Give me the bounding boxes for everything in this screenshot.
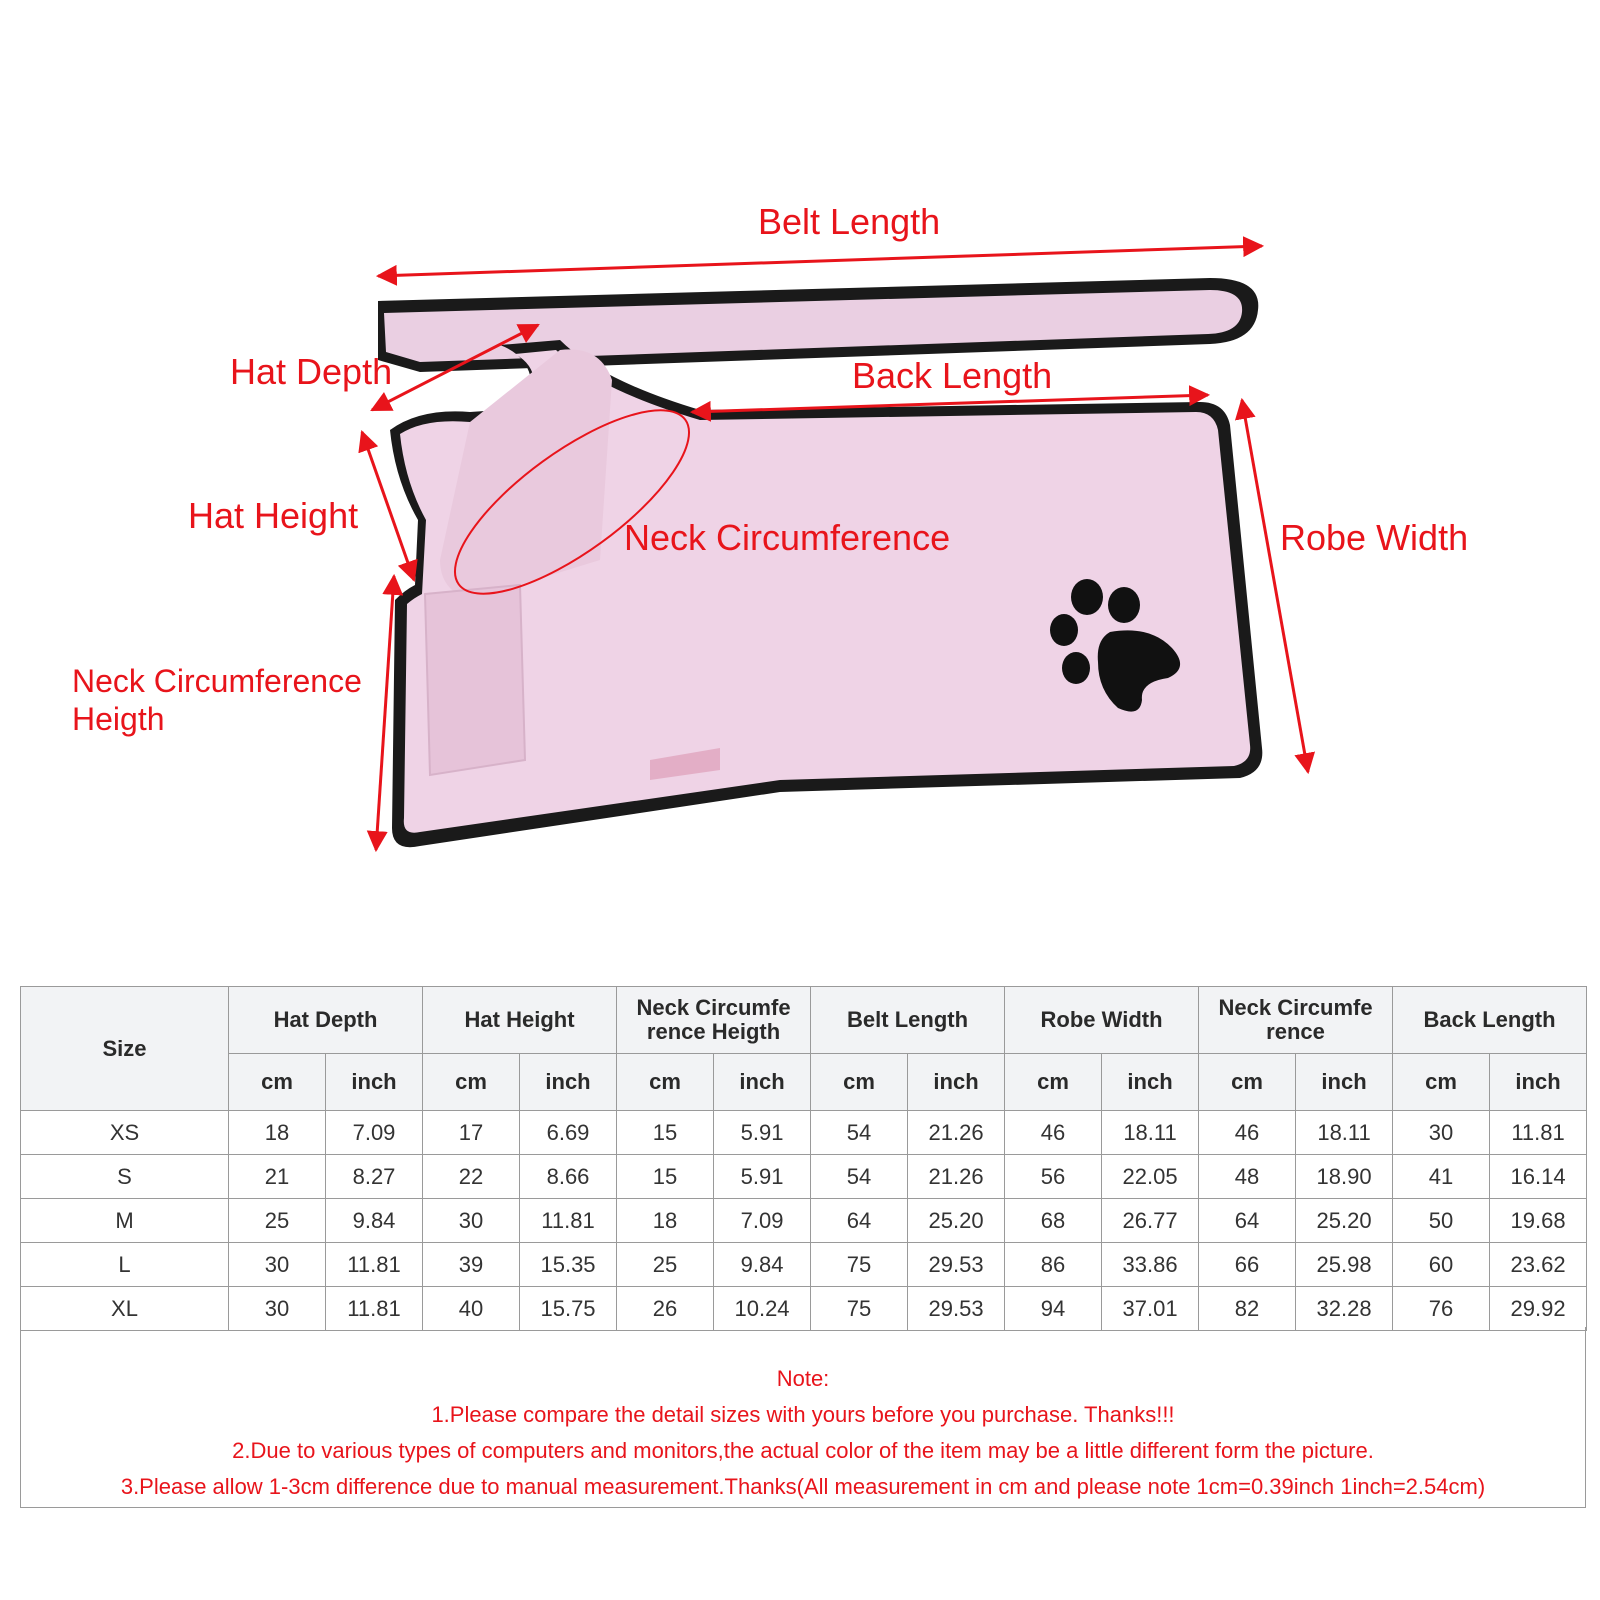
table-row xyxy=(21,1287,1587,1331)
cm-value-cell: 30 xyxy=(229,1243,326,1287)
size-chart-table xyxy=(20,986,1587,1331)
table-row xyxy=(21,1111,1587,1155)
inch-value-cell: 25.20 xyxy=(1296,1199,1393,1243)
cm-value-cell: 64 xyxy=(1199,1199,1296,1243)
size-cell: L xyxy=(21,1243,229,1287)
cm-value-cell: 18 xyxy=(617,1199,714,1243)
unit-cm: cm xyxy=(229,1054,326,1111)
header-line: Neck Circumfe xyxy=(636,995,791,1020)
unit-cm: cm xyxy=(423,1054,520,1111)
hat-depth-header: Hat Depth xyxy=(229,987,423,1054)
header-line: rence xyxy=(1266,1019,1325,1044)
size-column-header: Size xyxy=(21,987,229,1111)
inch-value-cell: 29.53 xyxy=(908,1243,1005,1287)
inch-value-cell: 19.68 xyxy=(1490,1199,1587,1243)
cm-value-cell: 41 xyxy=(1393,1155,1490,1199)
note-line-2: 2.Due to various types of computers and monitors,the actual color of the item may be a little different form the picture. xyxy=(232,1438,1374,1463)
cm-value-cell: 54 xyxy=(811,1111,908,1155)
cm-value-cell: 25 xyxy=(617,1243,714,1287)
inch-value-cell: 7.09 xyxy=(714,1199,811,1243)
belt-length-label: Belt Length xyxy=(758,201,941,242)
inch-value-cell: 11.81 xyxy=(326,1287,423,1331)
inch-value-cell: 16.14 xyxy=(1490,1155,1587,1199)
header-line: Neck Circumfe xyxy=(1218,995,1373,1020)
cm-value-cell: 94 xyxy=(1005,1287,1102,1331)
unit-inch: inch xyxy=(1102,1054,1199,1111)
note-line-1: 1.Please compare the detail sizes with yours before you purchase. Thanks!!! xyxy=(431,1402,1175,1427)
inch-value-cell: 5.91 xyxy=(714,1111,811,1155)
inch-value-cell: 11.81 xyxy=(326,1243,423,1287)
cm-value-cell: 66 xyxy=(1199,1243,1296,1287)
unit-inch: inch xyxy=(520,1054,617,1111)
cm-value-cell: 68 xyxy=(1005,1199,1102,1243)
cm-value-cell: 21 xyxy=(229,1155,326,1199)
inch-value-cell: 33.86 xyxy=(1102,1243,1199,1287)
cm-value-cell: 46 xyxy=(1005,1111,1102,1155)
cm-value-cell: 50 xyxy=(1393,1199,1490,1243)
cm-value-cell: 48 xyxy=(1199,1155,1296,1199)
table-row xyxy=(21,1199,1587,1243)
inch-value-cell: 23.62 xyxy=(1490,1243,1587,1287)
unit-inch: inch xyxy=(1296,1054,1393,1111)
inch-value-cell: 25.98 xyxy=(1296,1243,1393,1287)
neck-circumference-heigth-header xyxy=(617,987,811,1054)
size-cell: XS xyxy=(21,1111,229,1155)
inch-value-cell: 21.26 xyxy=(908,1155,1005,1199)
inch-value-cell: 6.69 xyxy=(520,1111,617,1155)
hat-depth-label: Hat Depth xyxy=(230,351,393,392)
inch-value-cell: 18.90 xyxy=(1296,1155,1393,1199)
inch-value-cell: 29.92 xyxy=(1490,1287,1587,1331)
cm-value-cell: 22 xyxy=(423,1155,520,1199)
table-body xyxy=(21,1111,1587,1331)
cm-value-cell: 15 xyxy=(617,1155,714,1199)
cm-value-cell: 30 xyxy=(423,1199,520,1243)
inch-value-cell: 25.20 xyxy=(908,1199,1005,1243)
inch-value-cell: 7.09 xyxy=(326,1111,423,1155)
cm-value-cell: 64 xyxy=(811,1199,908,1243)
cm-value-cell: 86 xyxy=(1005,1243,1102,1287)
cm-value-cell: 30 xyxy=(1393,1111,1490,1155)
table-row xyxy=(21,1243,1587,1287)
unit-cm: cm xyxy=(617,1054,714,1111)
unit-cm: cm xyxy=(1005,1054,1102,1111)
cm-value-cell: 82 xyxy=(1199,1287,1296,1331)
cm-value-cell: 75 xyxy=(811,1287,908,1331)
inch-value-cell: 8.66 xyxy=(520,1155,617,1199)
inch-value-cell: 11.81 xyxy=(520,1199,617,1243)
neck-circumference-header xyxy=(1199,987,1393,1054)
size-cell: M xyxy=(21,1199,229,1243)
unit-cm: cm xyxy=(1199,1054,1296,1111)
unit-inch: inch xyxy=(1490,1054,1587,1111)
cm-value-cell: 54 xyxy=(811,1155,908,1199)
label-line: Neck Circumference xyxy=(72,663,362,699)
belt-length-arrow xyxy=(378,246,1262,276)
inch-value-cell: 18.11 xyxy=(1102,1111,1199,1155)
inch-value-cell: 32.28 xyxy=(1296,1287,1393,1331)
cm-value-cell: 17 xyxy=(423,1111,520,1155)
inch-value-cell: 8.27 xyxy=(326,1155,423,1199)
cm-value-cell: 18 xyxy=(229,1111,326,1155)
label-line: Heigth xyxy=(72,701,165,737)
table-header-row xyxy=(21,987,1587,1054)
note-line-3: 3.Please allow 1-3cm difference due to manual measurement.Thanks(All measurement in cm and please note 1cm=0.39inch 1inch=2.54cm) xyxy=(120,1474,1486,1499)
size-cell: XL xyxy=(21,1287,229,1331)
inch-value-cell: 9.84 xyxy=(326,1199,423,1243)
inch-value-cell: 5.91 xyxy=(714,1155,811,1199)
unit-inch: inch xyxy=(326,1054,423,1111)
unit-inch: inch xyxy=(908,1054,1005,1111)
inch-value-cell: 18.11 xyxy=(1296,1111,1393,1155)
unit-cm: cm xyxy=(1393,1054,1490,1111)
unit-header-row xyxy=(21,1054,1587,1111)
inch-value-cell: 10.24 xyxy=(714,1287,811,1331)
cm-value-cell: 76 xyxy=(1393,1287,1490,1331)
cm-value-cell: 56 xyxy=(1005,1155,1102,1199)
inch-value-cell: 15.75 xyxy=(520,1287,617,1331)
neck-circumference-heigth-label xyxy=(72,662,362,738)
hat-height-label: Hat Height xyxy=(188,495,359,536)
note-title: Note: xyxy=(776,1366,830,1391)
inch-value-cell: 9.84 xyxy=(714,1243,811,1287)
belt-length-header: Belt Length xyxy=(811,987,1005,1054)
cm-value-cell: 46 xyxy=(1199,1111,1296,1155)
header-line: rence Heigth xyxy=(646,1019,781,1044)
back-length-label: Back Length xyxy=(852,355,1053,396)
cm-value-cell: 60 xyxy=(1393,1243,1490,1287)
table-row xyxy=(21,1155,1587,1199)
hat-height-header: Hat Height xyxy=(423,987,617,1054)
cm-value-cell: 75 xyxy=(811,1243,908,1287)
size-cell: S xyxy=(21,1155,229,1199)
cm-value-cell: 25 xyxy=(229,1199,326,1243)
inch-value-cell: 15.35 xyxy=(520,1243,617,1287)
cm-value-cell: 15 xyxy=(617,1111,714,1155)
cm-value-cell: 40 xyxy=(423,1287,520,1331)
inch-value-cell: 26.77 xyxy=(1102,1199,1199,1243)
robe-width-header: Robe Width xyxy=(1005,987,1199,1054)
cm-value-cell: 30 xyxy=(229,1287,326,1331)
unit-cm: cm xyxy=(811,1054,908,1111)
neck-circumference-heigth-arrow xyxy=(376,576,394,850)
robe-width-label: Robe Width xyxy=(1280,517,1469,558)
neck-circumference-label: Neck Circumference xyxy=(624,517,951,558)
notes-section xyxy=(20,1327,1586,1508)
inch-value-cell: 22.05 xyxy=(1102,1155,1199,1199)
inch-value-cell: 21.26 xyxy=(908,1111,1005,1155)
belt-shape xyxy=(378,278,1258,372)
cm-value-cell: 26 xyxy=(617,1287,714,1331)
inch-value-cell: 37.01 xyxy=(1102,1287,1199,1331)
back-length-header: Back Length xyxy=(1393,987,1587,1054)
cm-value-cell: 39 xyxy=(423,1243,520,1287)
unit-inch: inch xyxy=(714,1054,811,1111)
inch-value-cell: 29.53 xyxy=(908,1287,1005,1331)
inch-value-cell: 11.81 xyxy=(1490,1111,1587,1155)
